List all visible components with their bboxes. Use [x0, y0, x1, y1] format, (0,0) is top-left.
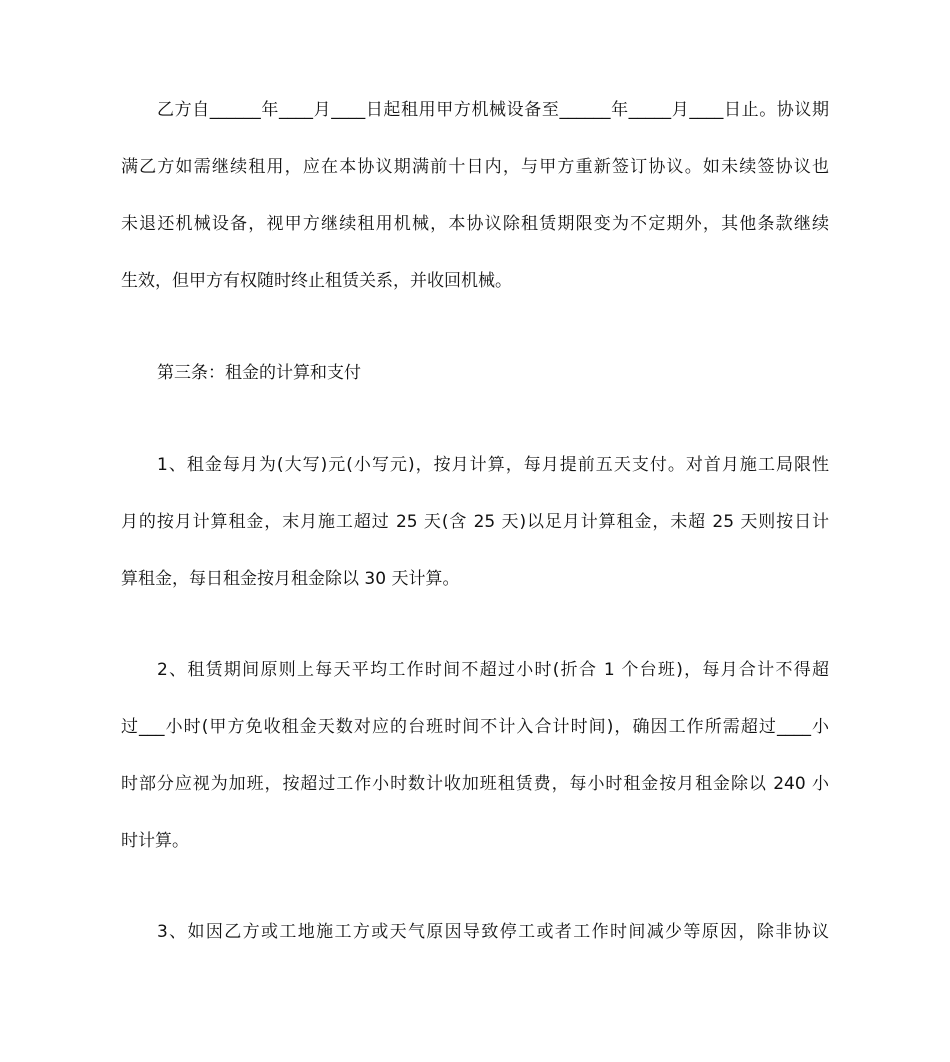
- paragraph-line: 未退还机械设备，视甲方继续租用机械，本协议除租赁期限变为不定期外，其他条款继续: [121, 214, 829, 234]
- paragraph-line: 时部分应视为加班，按超过工作小时数计收加班租赁费，每小时租金按月租金除以 240 小: [121, 774, 829, 794]
- paragraph-line: 乙方自______年____月____日起租用甲方机械设备至______年_____月____日止。协议期: [157, 100, 829, 120]
- paragraph-line: 1、租金每月为(大写)元(小写元)，按月计算，每月提前五天支付。对首月施工局限性: [157, 455, 829, 475]
- paragraph-line: 生效，但甲方有权随时终止租赁关系，并收回机械。: [121, 271, 512, 291]
- paragraph-line: 算租金，每日租金按月租金除以 30 天计算。: [121, 569, 460, 589]
- paragraph-line: 满乙方如需继续租用，应在本协议期满前十日内，与甲方重新签订协议。如未续签协议也: [121, 157, 829, 177]
- paragraph-line: 2、租赁期间原则上每天平均工作时间不超过小时(折合 1 个台班)，每月合计不得超: [157, 660, 829, 680]
- paragraph-line: 月的按月计算租金，末月施工超过 25 天(含 25 天)以足月计算租金，未超 25 天则按日计: [121, 512, 829, 532]
- paragraph-line: 过___小时(甲方免收租金天数对应的台班时间不计入合计时间)，确因工作所需超过____小: [121, 717, 829, 737]
- paragraph-line: 3、如因乙方或工地施工方或天气原因导致停工或者工作时间减少等原因，除非协议: [157, 922, 829, 942]
- article-heading: 第三条：租金的计算和支付: [157, 363, 361, 383]
- paragraph-line: 时计算。: [121, 831, 189, 851]
